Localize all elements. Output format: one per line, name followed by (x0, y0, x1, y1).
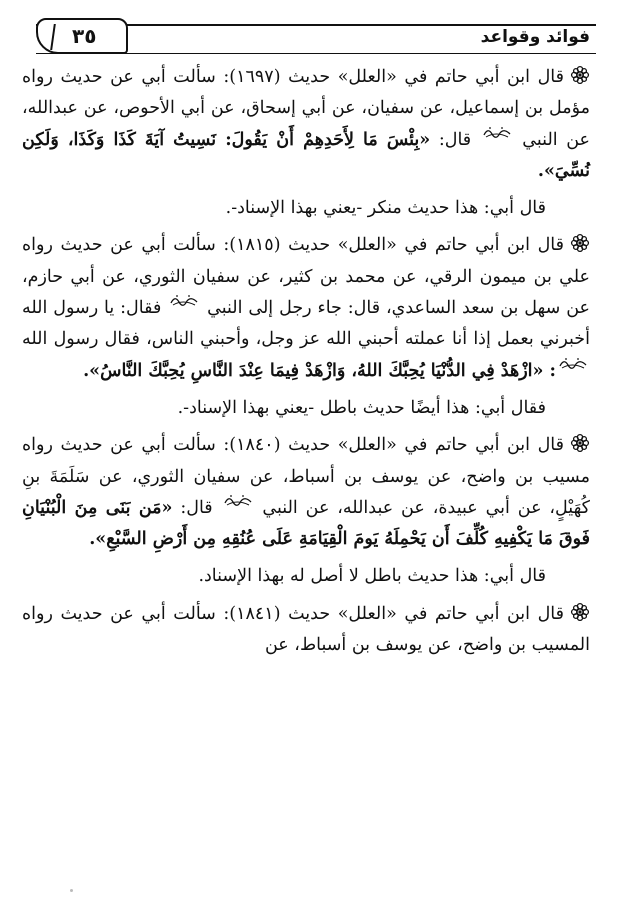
flower-ornament-icon (570, 433, 590, 453)
entry-intro: قال ابن أبي حاتم في «العلل» حديث (١٨٤١): سألت أبي عن حديث رواه المسيب بن واضح، عن يوسف بن أسباط، عن (22, 603, 590, 656)
entry-intro: قال ابن أبي حاتم في «العلل» حديث (١٦٩٧): سألت أبي عن حديث رواه مؤمل بن إسماعيل، عن سفيان، عن أبي إسحاق، عن أبي الأحوص، عن عبدالله، عن النبي (22, 67, 590, 150)
entry-paragraph (22, 430, 590, 555)
page-speck (70, 889, 73, 892)
page-body (22, 62, 590, 661)
hadith-text: «مَن بَنَى مِنَ الْبُنْيَانِ فَوقَ مَا يَكْفِيهِ كُلِّفَ أَن يَحْمِلَهُ يَومَ الْقِيَامَةِ عَلَى عُنُقِهِ مِن أَرْضِ السَّبْعِ». (22, 497, 590, 550)
page-header (36, 18, 596, 56)
entry-verdict: فقال أبي: هذا أيضًا حديث باطل -يعني بهذا الإسناد-. (177, 397, 546, 418)
entry-verdict: قال أبي: هذا حديث باطل لا أصل له بهذا الإسناد. (198, 566, 546, 587)
salallahu-alayhi-wasallam-icon (169, 293, 199, 307)
page-number-tick (50, 24, 56, 50)
entry-bridge: قال: (438, 129, 472, 150)
page-number: ٣٥ (72, 24, 97, 48)
flower-ornament-icon (570, 65, 590, 85)
entry-intro: قال ابن أبي حاتم في «العلل» حديث (١٨٤٠): سألت أبي عن حديث رواه مسيب بن واضح، عن يوسف بن أسباط، عن سفيان الثوري، عن سَلَمَةَ بنِ كُهَيْلٍ، عن أبي عبيدة، عن عبدالله، عن النبي (22, 435, 590, 518)
flower-ornament-icon (570, 233, 590, 253)
entry-bridge: فقال: يا رسول الله أخبرني بعمل إذا أنا عملته أحبني الله عز وجل، وأحبني الناس، فقال رسول الله (22, 298, 590, 350)
entry-paragraph (22, 599, 590, 662)
entry-bridge: قال: (180, 497, 213, 518)
salallahu-alayhi-wasallam-icon (223, 493, 253, 507)
entry-paragraph (22, 62, 590, 187)
hadith-text: : «ازْهَدْ فِي الدُّنْيَا يُحِبَّكَ اللهُ، وَازْهَدْ فِيمَا عِنْدَ النَّاسِ يُحِبَّكَ النَّاسُ». (83, 360, 556, 381)
page-number-box (36, 18, 128, 54)
entry-verdict: قال أبي: هذا حديث منكر -يعني بهذا الإسناد-. (225, 198, 546, 219)
flower-ornament-icon (570, 602, 590, 622)
entry-paragraph (22, 230, 590, 386)
hadith-text: «بِئْسَ مَا لِأَحَدِهِمْ أَنْ يَقُولَ: نَسِيتُ آيَةَ كَذَا وَكَذَا، وَلَكِن نُسِّيَ». (22, 129, 590, 181)
entry-intro: قال ابن أبي حاتم في «العلل» حديث (١٨١٥): سألت أبي عن حديث رواه علي بن ميمون الرقي، عن محمد بن كثير، عن سفيان الثوري، عن أبي حازم، عن سهل بن سعد الساعدي، قال: جاء رجل إلى النبي (22, 235, 590, 319)
running-title: فوائد وقواعد (480, 27, 590, 47)
salallahu-alayhi-wasallam-icon (482, 125, 512, 139)
salallahu-alayhi-wasallam-icon (558, 356, 588, 370)
